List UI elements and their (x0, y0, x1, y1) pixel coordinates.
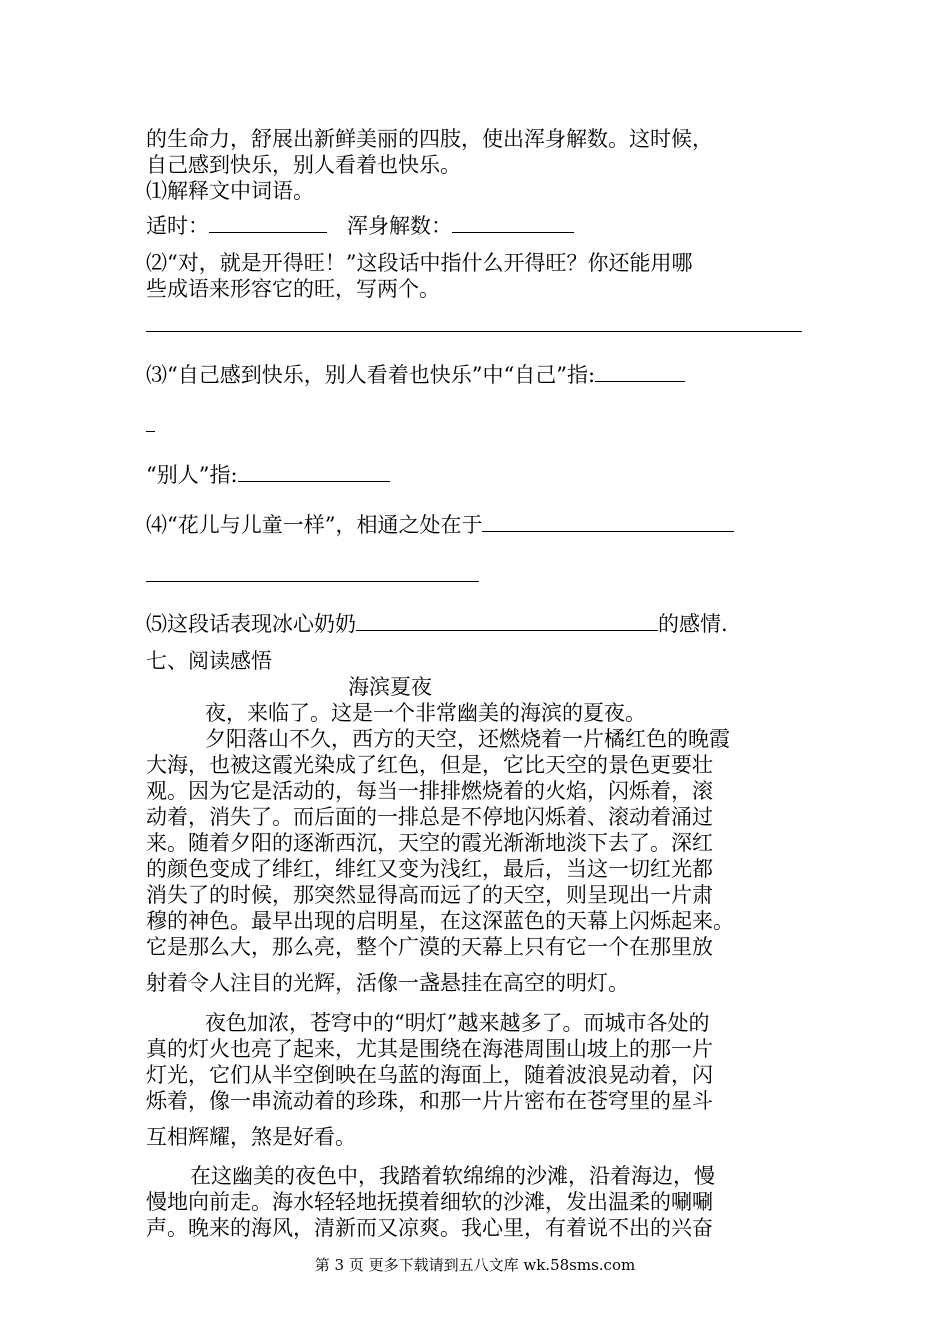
article-line: 真的灯火也亮了起来，尤其是围绕在海港周围山坡上的那一片 (146, 1037, 713, 1061)
q2-answer-blank[interactable] (146, 331, 802, 332)
q3-prompt: ⑶“自己感到快乐，别人看着也快乐”中“自己”指: (146, 363, 596, 387)
q4-prompt: ⑷“花儿与儿童一样”，相通之处在于 (146, 513, 483, 537)
q1-term1-label: 适时： (146, 214, 209, 238)
page-footer: 第 3 页 更多下载请到五八文库 wk.58sms.com (314, 1256, 636, 1274)
article-line: 它是那么大，那么亮，整个广漠的天幕上只有它一个在那里放 (146, 935, 713, 959)
q3-others-label: “别人”指: (146, 463, 238, 487)
q4-line-1 (146, 511, 734, 538)
q3-line-2 (146, 461, 390, 488)
intro-line-2: 自己感到快乐，别人看着也快乐。 (146, 153, 461, 177)
q2-line-2: 些成语来形容它的旺，写两个。 (146, 277, 440, 301)
intro-line-1: 的生命力，舒展出新鲜美丽的四肢，使出浑身解数。这时候， (146, 127, 713, 151)
article-line: 观。因为它是活动的，每当一排排燃烧着的火焰，闪烁着，滚 (146, 779, 713, 803)
q1-term1-blank[interactable] (209, 212, 327, 233)
q1-terms (146, 212, 574, 239)
article-line: 穆的神色。最早出现的启明星，在这深蓝色的天幕上闪烁起来。 (146, 909, 734, 933)
q3-line-1 (146, 361, 685, 388)
article-line: 夕阳落山不久，西方的天空，还燃烧着一片橘红色的晚霞 (205, 727, 730, 751)
q3-self-blank[interactable] (595, 361, 685, 382)
q5-line (146, 610, 728, 637)
q1-title: ⑴解释文中词语。 (146, 179, 314, 203)
article-line: 灯光，它们从半空倒映在乌蓝的海面上，随着波浪晃动着，闪 (146, 1063, 713, 1087)
q4-answer-blank-2[interactable] (146, 581, 479, 582)
article-line: 的颜色变成了绯红，绯红又变为浅红，最后，当这一切红光都 (146, 857, 713, 881)
article-title: 海滨夏夜 (348, 675, 432, 699)
q1-term2-blank[interactable] (452, 212, 574, 233)
q3-others-blank[interactable] (238, 461, 390, 482)
q5-prefix: ⑸这段话表现冰心奶奶 (146, 612, 356, 636)
q5-answer-blank[interactable] (356, 610, 658, 631)
article-line: 在这幽美的夜色中，我踏着软绵绵的沙滩，沿着海边，慢 (190, 1164, 715, 1188)
section-heading: 七、阅读感悟 (146, 649, 272, 673)
q4-answer-blank[interactable] (482, 511, 734, 532)
article-line: 慢地向前走。海水轻轻地抚摸着细软的沙滩，发出温柔的唰唰 (146, 1190, 713, 1214)
article-line: 烁着，像一串流动着的珍珠，和那一片片密布在苍穹里的星斗 (146, 1089, 713, 1113)
article-line: 射着令人注目的光辉，活像一盏悬挂在高空的明灯。 (146, 971, 629, 995)
article-line: 消失了的时候，那突然显得高而远了的天空，则呈现出一片肃 (146, 883, 713, 907)
q1-term2-label: 浑身解数： (347, 214, 452, 238)
article-line: 动着，消失了。而后面的一排总是不停地闪烁着、滚动着涌过 (146, 805, 713, 829)
article-line: 夜，来临了。这是一个非常幽美的海滨的夏夜。 (205, 701, 646, 725)
article-line: 声。晚来的海风，清新而又凉爽。我心里，有着说不出的兴奋 (146, 1216, 713, 1240)
article-line: 互相辉耀，煞是好看。 (146, 1125, 356, 1149)
q2-line-1: ⑵“对，就是开得旺！”这段话中指什么开得旺？你还能用哪 (146, 251, 693, 275)
article-line: 大海，也被这霞光染成了红色，但是，它比天空的景色更要壮 (146, 753, 713, 777)
article-line: 夜色加浓，苍穹中的“明灯”越来越多了。而城市各处的 (205, 1011, 710, 1035)
article-line: 来。随着夕阳的逐渐西沉，天空的霞光渐渐地淡下去了。深红 (146, 831, 713, 855)
q3-blank-continuation[interactable] (146, 431, 155, 432)
q5-suffix: 的感情. (658, 612, 728, 636)
